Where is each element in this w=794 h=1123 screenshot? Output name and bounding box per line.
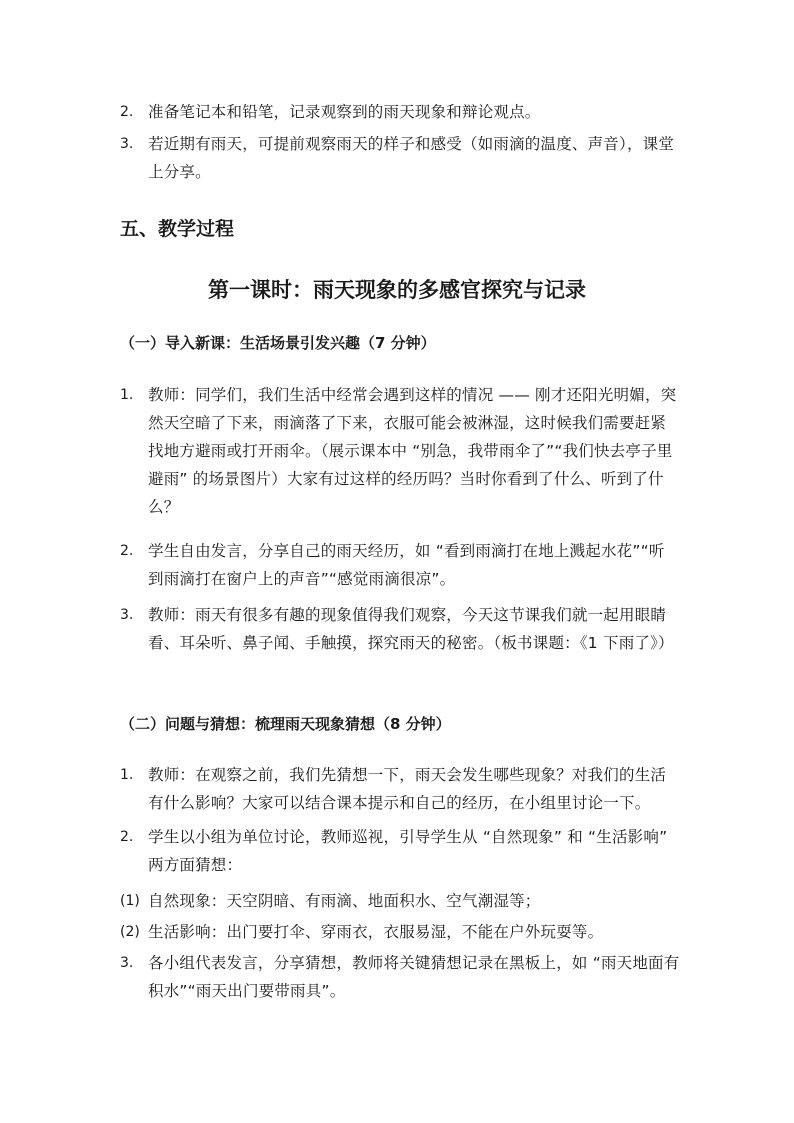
list-text: 准备笔记本和铅笔，记录观察到的雨天现象和辩论观点。 — [148, 103, 541, 121]
list-item — [120, 98, 680, 126]
lesson-title: 第一课时：雨天现象的多感官探究与记录 — [208, 278, 586, 302]
section-heading: 五、教学过程 — [120, 218, 235, 240]
list-text: 学生以小组为单位讨论，教师巡视，引导学生从 “自然现象” 和 “生活影响” 两方面猜想： — [148, 828, 668, 874]
list-number: 3. — [120, 955, 134, 971]
list-item — [120, 949, 680, 1005]
list-text: 学生自由发言，分享自己的雨天经历，如 “看到雨滴打在地上溅起水花”“听到雨滴打在窗户上的声音”“感觉雨滴很凉”。 — [148, 542, 665, 588]
list-text: 教师：在观察之前，我们先猜想一下，雨天会发生哪些现象？对我们的生活有什么影响？大家可以结合课本提示和自己的经历，在小组里讨论一下。 — [148, 766, 667, 812]
list-number: (1) — [120, 893, 140, 909]
list-text: 若近期有雨天，可提前观察雨天的样子和感受（如雨滴的温度、声音），课堂上分享。 — [148, 135, 675, 181]
list-text: 自然现象：天空阴暗、有雨滴、地面积水、空气潮湿等； — [148, 892, 541, 910]
list-item — [120, 918, 680, 946]
list-number: 1. — [120, 767, 134, 783]
list-item — [120, 130, 680, 186]
subsection-heading: （二）问题与猜想：梳理雨天现象猜想（8 分钟） — [120, 715, 451, 733]
list-text: 教师：雨天有很多有趣的现象值得我们观察，今天这节课我们就一起用眼睛看、耳朵听、鼻子闻、手触摸，探究雨天的秘密。（板书课题：《1 下雨了》） — [148, 606, 674, 652]
list-text: 教师：同学们，我们生活中经常会遇到这样的情况 —— 刚才还阳光明媚，突然天空暗了下来，雨滴落了下来，衣服可能会被淋湿，这时候我们需要赶紧找地方避雨或打开雨伞。（展示课本中 “别急，我带雨伞了”“我们快去亭子里避雨” 的场景图片）大家有过这样的经历吗？当时你看到了什么、听到了什么？ — [148, 386, 677, 516]
list-item — [120, 761, 680, 817]
list-number: (2) — [120, 924, 140, 940]
list-number: 2. — [120, 543, 134, 559]
list-item — [120, 537, 680, 593]
list-item — [120, 887, 680, 915]
list-number: 1. — [120, 387, 134, 403]
list-item — [120, 823, 680, 879]
list-item — [120, 381, 680, 521]
list-number: 2. — [120, 104, 134, 120]
list-item — [120, 601, 680, 657]
list-number: 3. — [120, 607, 134, 623]
list-text: 生活影响：出门要打伞、穿雨衣，衣服易湿，不能在户外玩耍等。 — [148, 923, 604, 941]
list-number: 2. — [120, 829, 134, 845]
list-number: 3. — [120, 136, 134, 152]
list-text: 各小组代表发言，分享猜想，教师将关键猜想记录在黑板上，如 “雨天地面有积水”“雨天出门要带雨具”。 — [148, 954, 680, 1000]
subsection-heading: （一）导入新课：生活场景引发兴趣（7 分钟） — [120, 334, 436, 352]
